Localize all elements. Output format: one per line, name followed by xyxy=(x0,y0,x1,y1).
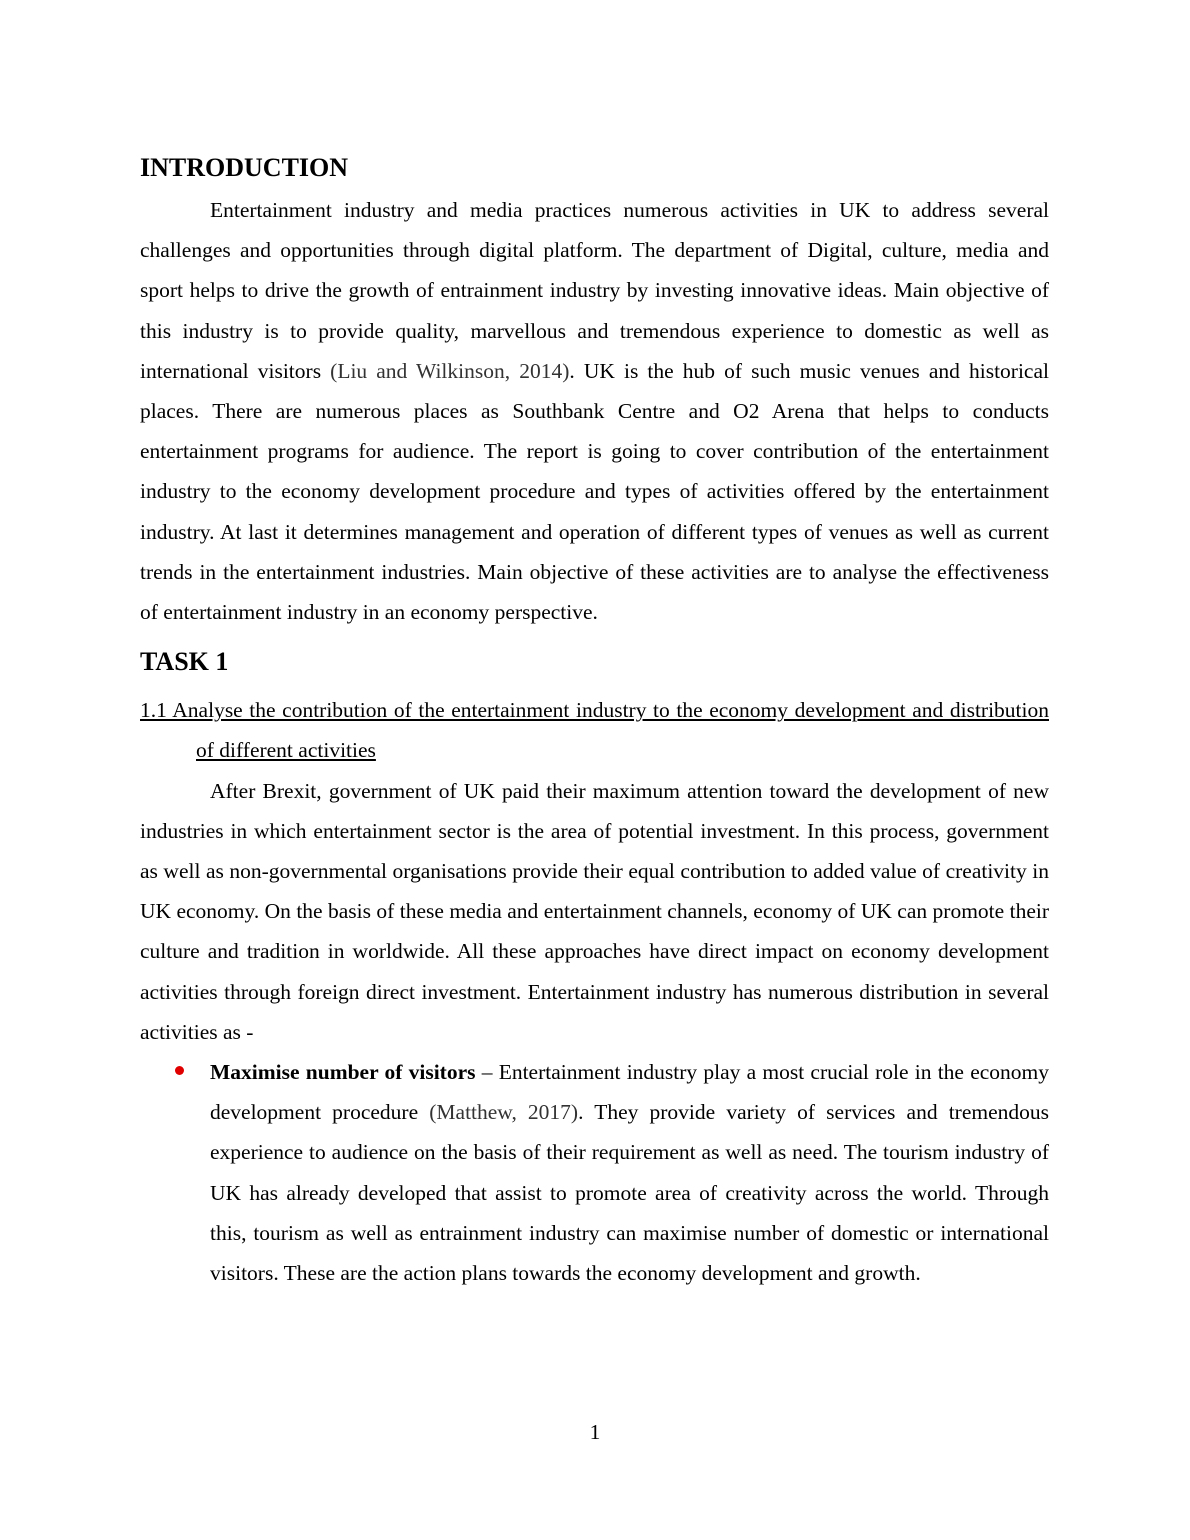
citation-matthew: (Matthew, 2017) xyxy=(429,1100,579,1125)
bullet-text-start: Entertainment industry play a most crucial role in the economy development procedure xyxy=(210,1060,1049,1125)
task1-paragraph: After Brexit, government of UK paid their maximum attention toward the development of new industries in which entertainment sector is the area of potential investment. In this process, government as well as non-governmental organisations provide their equal contribution to added value of creativity in UK economy. On the basis of these media and entertainment channels, economy of UK can promote their culture and tradition in worldwide. All these approaches have direct impact on economy development activities through foreign direct investment. Entertainment industry has numerous distribution in several activities as - xyxy=(140,778,1049,1044)
bullet-text-end: . They provide variety of services and tremendous experience to audience on the basis of their requirement as well as need. The tourism industry of UK has already developed that assist to promote area of creativity across the world. Through this, tourism as well as entrainment industry can maximise number of domestic or international visitors. These are the action plans towards the economy development and growth. xyxy=(210,1100,1049,1286)
bullet-title: Maximise number of visitors xyxy=(210,1060,476,1085)
section-1-1-heading: 1.1 Analyse the contribution of the entertainment industry to the economy development and distribution of different activities xyxy=(140,698,1049,763)
bullet-icon xyxy=(175,1066,184,1075)
task1-heading: TASK 1 xyxy=(140,647,229,677)
introduction-text-end: . UK is the hub of such music venues and historical places. There are numerous places as Southbank Centre and O2 Arena that helps to conducts entertainment programs for audience. The report is going to cover contribution of the entertainment industry to the economy development procedure and types of activities offered by the entertainment industry. At last it determines management and operation of different types of venues as well as current trends in the entertainment industries. Main objective of these activities are to analyse the effectiveness of entertainment industry in an economy perspective. xyxy=(140,358,1049,625)
page-number: 1 xyxy=(589,1420,601,1444)
introduction-heading: INTRODUCTION xyxy=(140,153,349,182)
activity-list xyxy=(140,1052,1049,1293)
introduction-paragraph xyxy=(140,190,1049,632)
citation-liu-wilkinson: (Liu and Wilkinson, 2014) xyxy=(330,358,570,383)
introduction-text-start: Entertainment industry and media practices numerous activities in UK to address several challenges and opportunities through digital platform. The department of Digital, culture, media and sport helps to drive the growth of entrainment industry by investing innovative ideas. Main objective of this industry is to provide quality, marvellous and tremendous experience to domestic as well as international visitors xyxy=(140,198,1049,383)
bullet-separator: – xyxy=(475,1060,499,1085)
list-item xyxy=(140,1052,1049,1293)
document-page xyxy=(140,150,1049,1293)
